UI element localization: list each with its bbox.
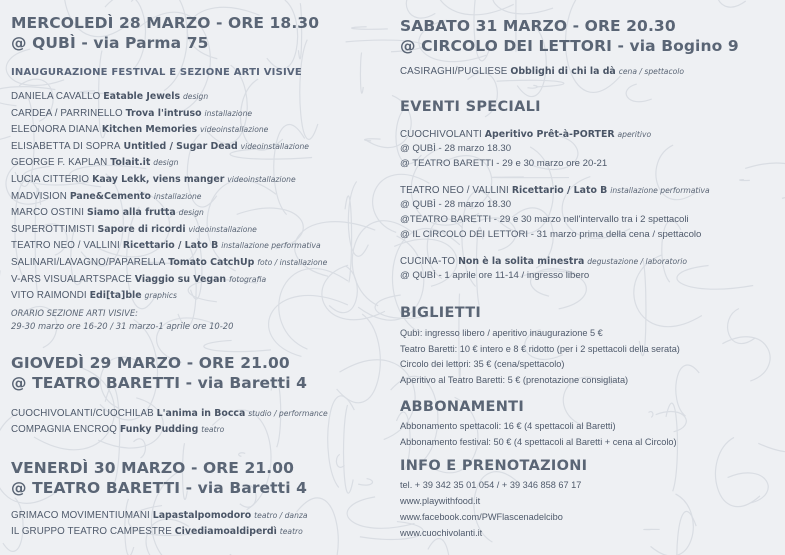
entry-type: fotografia	[229, 274, 267, 284]
entry-who: MADVISION	[11, 190, 67, 202]
entry-who: CUOCHIVOLANTI/CUOCHILAB	[11, 408, 154, 419]
swirl-line	[328, 396, 355, 488]
program-entry	[11, 155, 327, 172]
special-date-line: @ TEATRO BARETTI - 29 e 30 marzo ore 20-21	[400, 158, 608, 169]
subscriptions-list	[400, 418, 677, 450]
swirl-line	[626, 84, 652, 102]
event-venerdi	[11, 458, 307, 498]
entry-work: Ricettario / Lato B	[122, 240, 219, 252]
swirl-line	[344, 405, 354, 493]
ticket-price-line: Qubì: ingresso libero / aperitivo inaugurazione 5 €	[400, 328, 603, 338]
entry-type: videoinstallazione	[188, 224, 257, 234]
swirl-line	[239, 453, 246, 457]
swirl-line	[758, 394, 785, 452]
program-entry	[11, 238, 327, 255]
program-entry	[11, 89, 327, 106]
program-entry	[11, 205, 327, 222]
ticket-price-line: Aperitivo al Teatro Baretti: 5 € (prenotazione consigliata)	[400, 374, 629, 385]
event-title-venue	[400, 36, 739, 56]
tickets-heading: BIGLIETTI	[400, 305, 482, 321]
info-heading: INFO E PRENOTAZIONI	[400, 458, 588, 474]
entry-type: cena / spettacolo	[618, 67, 685, 76]
entry-type: design	[153, 158, 179, 168]
swirl-line	[358, 479, 372, 486]
entry-who: MARCO OSTINI	[11, 207, 85, 219]
entry-work: Kitchen Memories	[101, 124, 198, 136]
subscription-line: Abbonamento spettacoli: 16 € (4 spettacoli al Baretti)	[400, 421, 616, 431]
entry-work: Edi[ta]ble	[89, 290, 142, 302]
entry-work: Untitled / Sugar Dead	[123, 140, 238, 152]
visual-arts-list	[11, 89, 327, 305]
entry-type: graphics	[144, 291, 178, 301]
entry-type: studio / performance	[248, 409, 328, 418]
ticket-price-line: Circolo dei lettori: 35 € (cena/spettacolo)	[400, 359, 565, 369]
hours-label: ORARIO SEZIONE ARTI VISIVE:	[11, 308, 138, 318]
entry-who: SALINARI/LAVAGNO/PAPARELLA	[11, 256, 166, 268]
program-entry	[11, 288, 327, 305]
entry-type: design	[178, 208, 204, 218]
entry-type: videoinstallazione	[199, 125, 269, 135]
ticket-price-line: Teatro Baretti: 10 € intero e 8 € ridotto (per i 2 spettacoli della serata)	[400, 343, 680, 354]
event-title-date: MERCOLEDÌ 28 MARZO - ORE 18.30	[11, 14, 320, 32]
subscriptions-heading: ABBONAMENTI	[400, 399, 525, 415]
venue-address: - via Baretti 4	[185, 479, 307, 497]
program-entry	[11, 406, 328, 422]
entry-type: videoinstallazione	[240, 141, 309, 151]
special-events-heading: EVENTI SPECIALI	[400, 99, 541, 115]
entry-who: GEORGE F. KAPLAN	[11, 157, 108, 169]
entry-who: IL GRUPPO TEATRO CAMPESTRE	[11, 526, 172, 537]
entry-work: Sapore di ricordi	[97, 223, 186, 235]
special-group-3	[400, 255, 687, 283]
venue-name: @ TEATRO BARETTI	[11, 479, 181, 497]
special-entry: CUCINA-TO Non è la solita minestra degustazione / laboratorio	[400, 256, 688, 267]
entry-who: VITO RAIMONDI	[11, 290, 87, 302]
special-date-line: @ QUBÌ - 28 marzo 18.30	[400, 199, 512, 210]
entry-work: Pane&Cemento	[69, 190, 151, 202]
entry-type: installazione	[204, 108, 253, 118]
program-entry	[11, 222, 327, 239]
entry-work: Siamo alla frutta	[86, 207, 176, 219]
swirl-line	[648, 412, 652, 418]
program-entry	[11, 106, 327, 123]
swirl-line	[497, 80, 564, 87]
swirl-line	[745, 163, 785, 198]
entry-who: ELISABETTA DI SOPRA	[11, 140, 121, 152]
website-link[interactable]: www.playwithfood.it	[400, 496, 481, 506]
swirl-line	[492, 177, 569, 178]
special-date-line: @ QUBÌ - 1 aprile ore 11-14 / ingresso libero	[400, 270, 590, 281]
entry-who: SUPEROTTIMISTI	[11, 223, 95, 235]
special-entry: CUOCHIVOLANTI Aperitivo Prêt-à-PORTER aperitivo	[400, 129, 652, 140]
swirl-line	[728, 309, 755, 344]
entry-work: Funky Pudding	[119, 424, 199, 435]
swirl-line	[677, 266, 753, 290]
special-date-line: @TEATRO BARETTI - 29 e 30 marzo nell'intervallo tra i 2 spettacoli	[400, 214, 689, 225]
event-title-date: GIOVEDÌ 29 MARZO - ORE 21.00	[11, 354, 290, 372]
entry-who: ELEONORA DIANA	[11, 124, 99, 136]
event-title-venue	[11, 478, 307, 498]
entry-who: GRIMACO MOVIMENTIUMANI	[11, 510, 150, 521]
entry-who: LUCIA CITTERIO	[11, 173, 90, 185]
entry-who: DANIELA CAVALLO	[11, 91, 101, 102]
venue-address: - via Parma 75	[81, 34, 209, 52]
swirl-line	[728, 473, 769, 503]
swirl-line	[716, 0, 746, 7]
entry-type: installazione performativa	[221, 241, 321, 251]
swirl-line	[492, 0, 553, 14]
swirl-line	[0, 105, 11, 142]
swirl-line	[722, 337, 770, 381]
entry-who: CARDEA / PARRINELLO	[11, 107, 123, 119]
festival-subheading: INAUGURAZIONE FESTIVAL E SEZIONE ARTI VISIVE	[11, 67, 302, 78]
program-entry	[11, 422, 328, 438]
event-sabato	[400, 16, 739, 56]
program-entry	[11, 189, 327, 206]
special-date-line: @ IL CIRCOLO DEI LETTORI - 31 marzo prima della cena / spettacolo	[400, 229, 702, 240]
entry-work: Civediamoaldiperdì	[174, 526, 277, 537]
entry-work: Viaggio su Vegan	[134, 273, 227, 285]
program-entry	[11, 139, 327, 156]
special-entry: TEATRO NEO / VALLINI Ricettario / Lato B installazione performativa	[400, 185, 710, 196]
program-entry	[11, 524, 308, 540]
program-entry	[11, 122, 327, 139]
entry-work: Tolait.it	[110, 157, 151, 169]
swirl-line	[360, 52, 363, 93]
entry-work: Kaay Lekk, viens manger	[92, 173, 225, 185]
entry-work: Obblighi di chi la dà	[510, 66, 616, 77]
program-entry	[11, 508, 308, 524]
entry-who: TEATRO NEO / VALLINI	[11, 240, 120, 252]
event-giovedi	[11, 353, 307, 393]
entry-who: V-ARS VISUALARTSPACE	[11, 273, 132, 285]
entry-work: Tomato CatchUp	[168, 256, 255, 268]
program-entry	[11, 172, 327, 189]
entry-type: teatro	[201, 425, 225, 434]
venerdi-list	[11, 508, 308, 540]
hours-text: 29-30 marzo ore 16-20 / 31 marzo-1 aprile ore 10-20	[11, 321, 234, 331]
event-title-date: VENERDÌ 30 MARZO - ORE 21.00	[11, 459, 294, 477]
entry-type: installazione	[153, 191, 202, 201]
program-entry	[11, 255, 327, 272]
entry-work: Trova l'intruso	[125, 107, 202, 119]
swirl-line	[204, 340, 271, 351]
event-title-venue	[11, 33, 319, 53]
swirl-line	[651, 494, 694, 555]
event-title-date: SABATO 31 MARZO - ORE 20.30	[400, 17, 676, 35]
venue-name: @ TEATRO BARETTI	[11, 374, 181, 392]
entry-who: COMPAGNIA ENCROQ	[11, 424, 117, 435]
entry-type: design	[182, 92, 209, 101]
swirl-line	[527, 85, 537, 88]
entry-work: L'anima in Bocca	[156, 408, 246, 419]
venue-name: @ CIRCOLO DEI LETTORI	[400, 37, 612, 55]
special-date-line: @ QUBÌ - 28 marzo 18.30	[400, 143, 512, 154]
entry-type: videoinstallazione	[227, 174, 296, 184]
swirl-line	[740, 180, 750, 181]
swirl-line	[716, 437, 760, 506]
event-title-venue	[11, 373, 307, 393]
facebook-link[interactable]: www.facebook.com/PWFlascenadelcibo	[400, 512, 563, 522]
swirl-line	[352, 27, 388, 29]
event-mercoledi	[11, 13, 319, 53]
entry-type: foto / installazione	[257, 257, 328, 267]
info-block	[400, 477, 581, 541]
swirl-line	[337, 314, 381, 403]
program-entry	[11, 272, 327, 289]
sabato-list	[400, 65, 684, 79]
venue-name: @ QUBÌ	[11, 34, 76, 52]
entry-work: Eatable Jewels	[103, 91, 181, 102]
entry-type: teatro	[279, 527, 303, 536]
venue-address: - via Bogino 9	[617, 37, 739, 55]
phone-numbers: tel. + 39 342 35 01 054 / + 39 346 858 67 17	[400, 480, 582, 490]
entry-who: CASIRAGHI/PUGLIESE	[400, 66, 508, 77]
subscription-line: Abbonamento festival: 50 € (4 spettacoli al Baretti + cena al Circolo)	[400, 437, 677, 447]
special-group-2	[400, 184, 710, 242]
giovedi-list	[11, 406, 328, 438]
cuochivolanti-link[interactable]: www.cuochivolanti.it	[400, 528, 483, 538]
program-entry	[400, 65, 684, 79]
entry-type: teatro / danza	[254, 511, 308, 520]
tickets-list	[400, 326, 680, 388]
special-group-1	[400, 128, 651, 171]
venue-address: - via Baretti 4	[185, 374, 307, 392]
entry-work: Lapastalpomodoro	[152, 510, 252, 521]
